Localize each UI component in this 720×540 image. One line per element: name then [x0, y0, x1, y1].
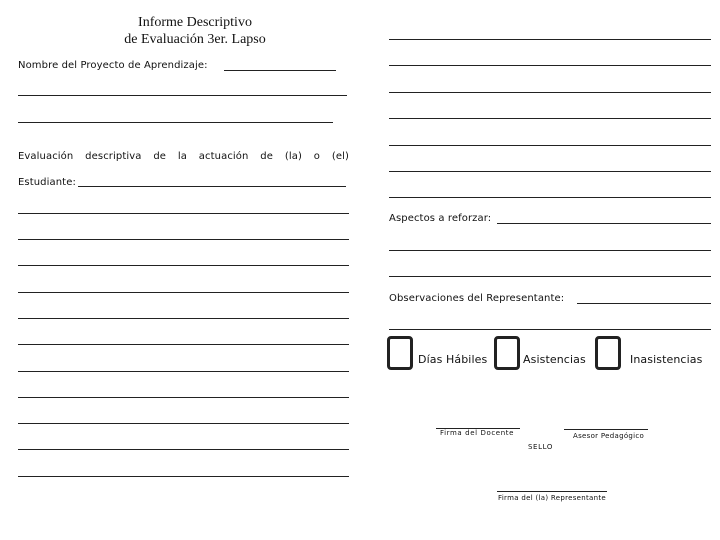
title-line-2: de Evaluación 3er. Lapso	[124, 32, 266, 47]
evaluation-line[interactable]	[18, 476, 349, 477]
right-writing-line[interactable]	[389, 65, 711, 66]
evaluation-line[interactable]	[18, 449, 349, 450]
student-label: Estudiante:	[18, 177, 76, 188]
right-writing-line[interactable]	[389, 92, 711, 93]
student-name-line[interactable]	[78, 186, 346, 187]
page-title	[90, 14, 300, 48]
evaluation-line[interactable]	[18, 371, 349, 372]
observations-line[interactable]	[577, 303, 711, 304]
aspects-line[interactable]	[497, 223, 711, 224]
advisor-signature-line[interactable]	[564, 429, 648, 430]
teacher-signature-label: Firma del Docente	[440, 429, 514, 437]
project-name-line[interactable]	[224, 70, 336, 71]
absences-box[interactable]	[595, 336, 621, 370]
seal-label: SELLO	[528, 443, 553, 451]
aspects-to-reinforce-label: Aspectos a reforzar:	[389, 213, 492, 224]
evaluation-line[interactable]	[18, 344, 349, 345]
business-days-box[interactable]	[387, 336, 413, 370]
aspects-line-2[interactable]	[389, 250, 711, 251]
advisor-signature-label: Asesor Pedagógico	[573, 432, 645, 440]
evaluation-line[interactable]	[18, 318, 349, 319]
evaluation-line[interactable]	[18, 423, 349, 424]
evaluation-line[interactable]	[18, 239, 349, 240]
project-name-line-2[interactable]	[18, 95, 347, 96]
representative-observations-label: Observaciones del Representante:	[389, 293, 565, 304]
evaluation-line[interactable]	[18, 265, 349, 266]
project-name-line-3[interactable]	[18, 122, 333, 123]
right-writing-line[interactable]	[389, 118, 711, 119]
right-writing-line[interactable]	[389, 197, 711, 198]
business-days-label: Días Hábiles	[418, 353, 488, 366]
absences-label: Inasistencias	[630, 353, 703, 366]
evaluation-line[interactable]	[18, 397, 349, 398]
right-writing-line[interactable]	[389, 171, 711, 172]
evaluation-line[interactable]	[18, 292, 349, 293]
aspects-line-3[interactable]	[389, 276, 711, 277]
representative-signature-label: Firma del (la) Representante	[498, 494, 607, 502]
attendances-box[interactable]	[494, 336, 520, 370]
evaluation-line[interactable]	[18, 213, 349, 214]
attendances-label: Asistencias	[523, 353, 586, 366]
right-writing-line[interactable]	[389, 145, 711, 146]
evaluation-description-text: Evaluación descriptiva de la actuación de (la) o (el)	[18, 151, 349, 162]
project-name-label: Nombre del Proyecto de Aprendizaje:	[18, 60, 208, 71]
title-line-1: Informe Descriptivo	[138, 15, 252, 30]
observations-line-2[interactable]	[389, 329, 711, 330]
right-writing-line[interactable]	[389, 39, 711, 40]
representative-signature-line[interactable]	[497, 491, 607, 492]
